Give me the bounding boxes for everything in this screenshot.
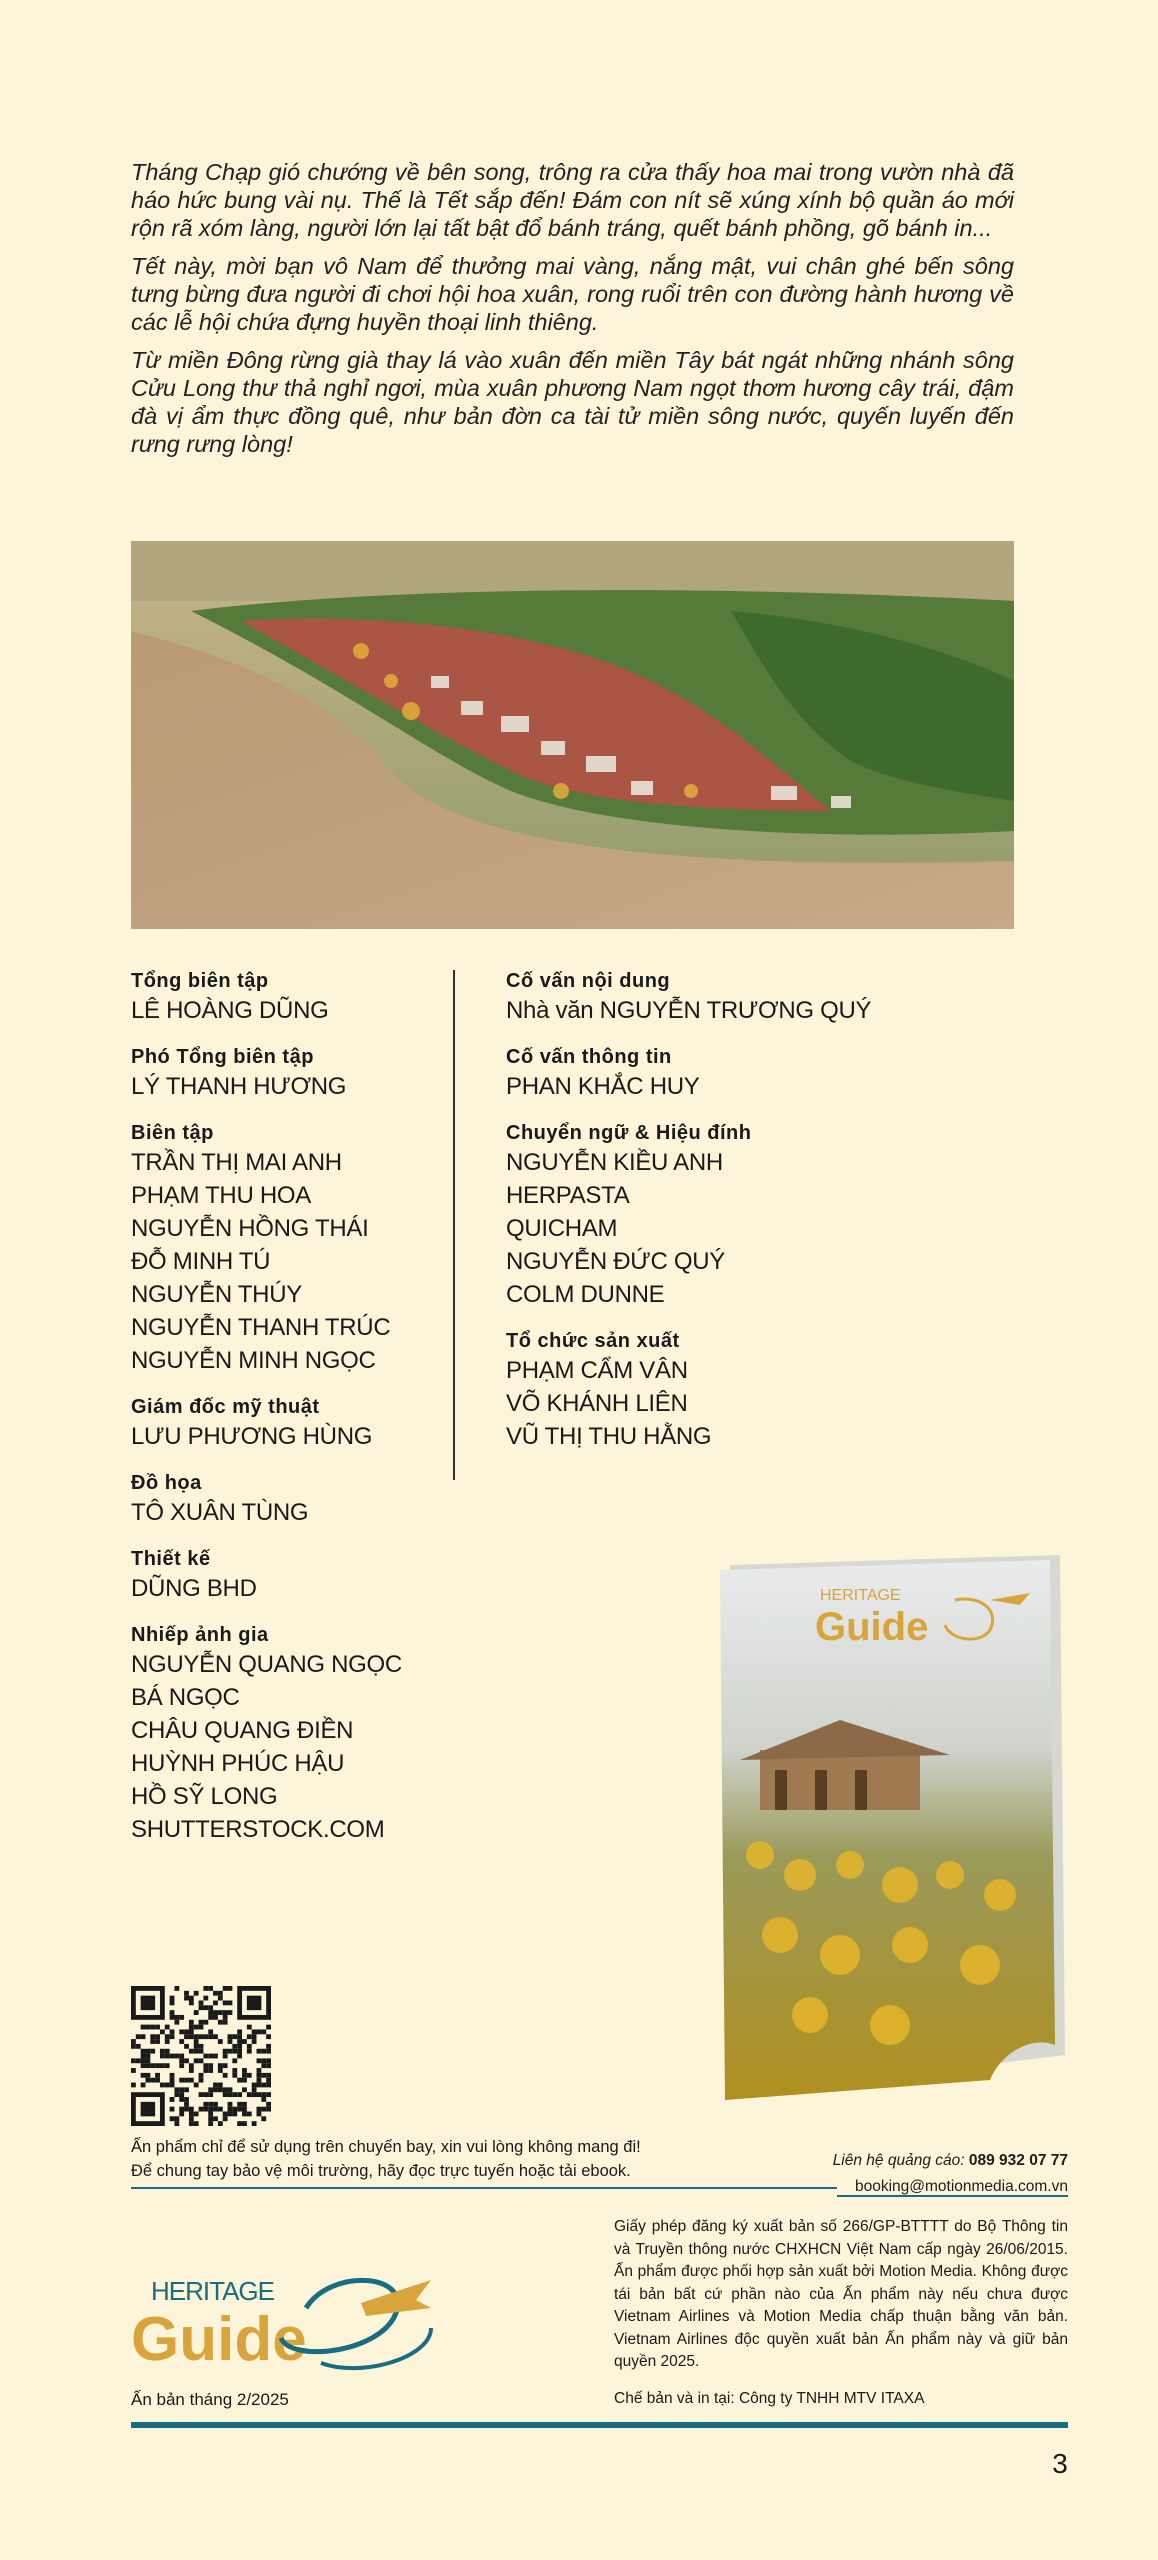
credit-name: PHẠM CẨM VÂN <box>506 1357 688 1384</box>
credit-group <box>131 1120 431 1377</box>
disclaimer <box>131 2135 691 2183</box>
credit-name: HUỲNH PHÚC HẬU <box>131 1750 345 1777</box>
cover-brand-bottom: Guide <box>815 1605 929 1649</box>
credit-group <box>131 968 431 1027</box>
credit-group <box>131 1470 431 1529</box>
contact-label: Liên hệ quảng cáo: <box>832 2152 965 2169</box>
credit-name: PHẠM THU HOA <box>131 1182 311 1209</box>
qr-code-pattern <box>131 1986 271 2126</box>
cover-brand-top: HERITAGE <box>820 1587 901 1604</box>
disclaimer-line-2: Để chung tay bảo vệ môi trường, hãy đọc trực tuyến hoặc tải ebook. <box>131 2162 631 2180</box>
credit-name: LÝ THANH HƯƠNG <box>131 1073 347 1100</box>
aerial-photo <box>131 541 1014 929</box>
credit-role: Biên tập <box>131 1122 214 1144</box>
credit-name: LÊ HOÀNG DŨNG <box>131 997 329 1024</box>
intro-paragraph: Tết này, mời bạn vô Nam để thưởng mai vàng, nắng mật, vui chân ghé bến sông tưng bừng đưa người đi chơi hội hoa xuân, rong ruổi trên con đường hành hương về các lễ hội chứa đựng huyền thoại linh thiêng. <box>131 253 1014 335</box>
credit-name: HỒ SỸ LONG <box>131 1783 278 1810</box>
heritage-guide-logo <box>131 2268 451 2388</box>
credit-name: NGUYỄN HỒNG THÁI <box>131 1215 369 1242</box>
logo-text-top: HERITAGE <box>151 2276 274 2306</box>
credit-name: COLM DUNNE <box>506 1281 665 1308</box>
credit-name: NGUYỄN QUANG NGỌC <box>131 1651 402 1678</box>
intro-paragraph: Từ miền Đông rừng già thay lá vào xuân đến miền Tây bát ngát những nhánh sông Cửu Long thư thả nghỉ ngơi, mùa xuân phương Nam ngọt thơm hương cây trái, đậm đà vị ẩm thực đồng quê, như bản đờn ca tài tử miền sông nước, quyến luyến đến rưng rưng lòng! <box>131 347 1014 457</box>
credit-names <box>131 1648 431 1846</box>
credit-group <box>131 1394 431 1453</box>
credit-name: CHÂU QUANG ĐIỀN <box>131 1717 354 1744</box>
magazine-cover-image <box>700 1555 1070 2115</box>
credit-name: NGUYỄN THANH TRÚC <box>131 1314 391 1341</box>
credit-name: LƯU PHƯƠNG HÙNG <box>131 1423 373 1450</box>
credit-role: Giám đốc mỹ thuật <box>131 1396 320 1418</box>
credit-name: DŨNG BHD <box>131 1575 257 1602</box>
credit-name: PHAN KHẮC HUY <box>506 1073 700 1100</box>
intro-paragraph: Tháng Chạp gió chướng về bên song, trông ra cửa thấy hoa mai trong vườn nhà đã háo hức bung vài nụ. Thế là Tết sắp đến! Đám con nít sẽ xúng xính bộ quần áo mới rộn rã xóm làng, người lớn lại tất bật đổ bánh tráng, quết bánh phồng, gõ bánh in... <box>131 159 1014 241</box>
printer-text: Chế bản và in tại: Công ty TNHH MTV ITAXA <box>614 2390 925 2407</box>
credit-group <box>506 1328 926 1453</box>
credit-name: HERPASTA <box>506 1182 630 1209</box>
credit-name: ĐỖ MINH TÚ <box>131 1248 271 1275</box>
qr-code[interactable] <box>131 1986 271 2126</box>
footer-rule <box>131 2422 1068 2428</box>
credit-role: Tổng biên tập <box>131 970 269 992</box>
credit-name: QUICHAM <box>506 1215 618 1242</box>
credit-name: NGUYỄN THÚY <box>131 1281 302 1308</box>
credit-name: Nhà văn NGUYỄN TRƯƠNG QUÝ <box>506 997 872 1024</box>
credit-group <box>131 1622 431 1846</box>
credit-name: SHUTTERSTOCK.COM <box>131 1816 385 1843</box>
credits-right-column <box>506 968 926 1470</box>
credit-name: TRẦN THỊ MAI ANH <box>131 1149 342 1176</box>
credit-names <box>506 1070 926 1103</box>
license-text: Giấy phép đăng ký xuất bản số 266/GP-BTTTT do Bộ Thông tin và Truyền thông nước CHXHCN Việt Nam cấp ngày 26/06/2015. Ấn phẩm được phối hợp sản xuất bởi Motion Media. Không được tái bản bất cứ phần nào của Ấn phẩm này nếu chưa được Vietnam Airlines và Motion Media chấp thuận bằng văn bản. Vietnam Airlines độc quyền xuất bản Ấn phẩm này và giữ bản quyền 2025. <box>614 2218 1068 2370</box>
credit-name: NGUYỄN MINH NGỌC <box>131 1347 376 1374</box>
credit-role: Tổ chức sản xuất <box>506 1330 680 1352</box>
credit-names <box>131 1070 431 1103</box>
credit-group <box>506 1044 926 1103</box>
credit-names <box>506 1146 926 1311</box>
credit-role: Chuyển ngữ & Hiệu đính <box>506 1122 752 1144</box>
page-number: 3 <box>1052 2448 1068 2479</box>
advertising-contact <box>740 2148 1068 2200</box>
contact-rule <box>837 2195 1068 2197</box>
credit-name: BÁ NGỌC <box>131 1684 240 1711</box>
credit-role: Đồ họa <box>131 1472 202 1494</box>
credit-names <box>131 1146 431 1377</box>
credit-names <box>131 994 431 1027</box>
credit-group <box>131 1546 431 1605</box>
edition-date: Ấn bản tháng 2/2025 <box>131 2390 289 2409</box>
airplane-icon <box>361 2280 431 2316</box>
logo-graphic <box>131 2268 451 2388</box>
credit-names <box>131 1572 431 1605</box>
credit-role: Thiết kế <box>131 1548 211 1570</box>
credits-left-column <box>131 968 431 1863</box>
credit-name: VÕ KHÁNH LIÊN <box>506 1390 688 1417</box>
aerial-photo-illustration <box>131 541 1014 929</box>
intro-text <box>131 158 1014 468</box>
contact-line <box>740 2148 1068 2174</box>
contact-phone[interactable]: 089 932 07 77 <box>968 2152 1068 2169</box>
credit-names <box>506 1354 926 1453</box>
contact-email[interactable]: booking@motionmedia.com.vn <box>854 2178 1068 2195</box>
credit-names <box>131 1496 431 1529</box>
disclaimer-line-1: Ấn phẩm chỉ để sử dụng trên chuyến bay, xin vui lòng không mang đi! <box>131 2138 641 2156</box>
credit-name: TÔ XUÂN TÙNG <box>131 1499 309 1526</box>
column-divider <box>453 970 455 1480</box>
credit-name: NGUYỄN KIỀU ANH <box>506 1149 723 1176</box>
credit-group <box>506 1120 926 1311</box>
credit-role: Cố vấn thông tin <box>506 1046 672 1068</box>
credit-group <box>506 968 926 1027</box>
credit-names <box>506 994 926 1027</box>
logo-text-bottom: Guide <box>131 2305 307 2374</box>
credit-names <box>131 1420 431 1453</box>
disclaimer-rule <box>131 2187 837 2189</box>
credit-role: Phó Tổng biên tập <box>131 1046 314 1068</box>
credit-role: Cố vấn nội dung <box>506 970 671 992</box>
credit-group <box>131 1044 431 1103</box>
credit-name: VŨ THỊ THU HẰNG <box>506 1423 712 1450</box>
credit-name: NGUYỄN ĐỨC QUÝ <box>506 1248 725 1275</box>
credit-role: Nhiếp ảnh gia <box>131 1624 269 1646</box>
magazine-cover-illustration <box>700 1555 1070 2115</box>
